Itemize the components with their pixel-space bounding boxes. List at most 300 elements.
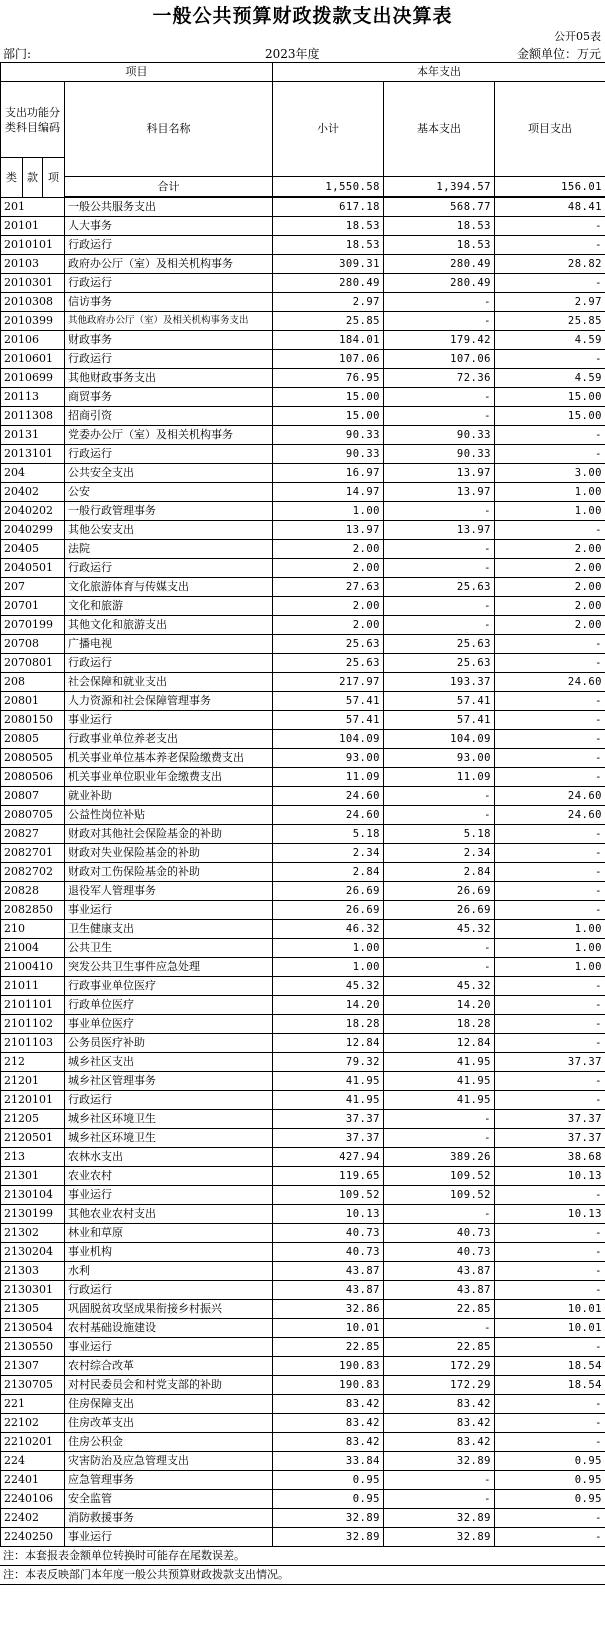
row-subtotal: 26.69 [273, 901, 384, 920]
row-subject-name: 行政运行 [65, 559, 273, 578]
row-basic: - [384, 1471, 495, 1490]
form-number: 公开05表 [554, 30, 601, 43]
row-subtotal: 617.18 [273, 198, 384, 217]
row-basic: - [384, 1110, 495, 1129]
row-code: 213 [1, 1148, 65, 1167]
table-row [1, 1091, 605, 1110]
row-subject-name: 公益性岗位补贴 [65, 806, 273, 825]
row-subtotal: 427.94 [273, 1148, 384, 1167]
row-project: 37.37 [495, 1129, 605, 1148]
row-basic: 2.34 [384, 844, 495, 863]
row-code: 2120101 [1, 1091, 65, 1110]
table-row [1, 692, 605, 711]
table-row [1, 863, 605, 882]
row-code: 221 [1, 1395, 65, 1414]
row-code: 20828 [1, 882, 65, 901]
row-code: 22401 [1, 1471, 65, 1490]
table-row [1, 1433, 605, 1452]
row-project: 25.85 [495, 312, 605, 331]
row-code: 2240106 [1, 1490, 65, 1509]
row-project: - [495, 825, 605, 844]
table-row [1, 1395, 605, 1414]
table-row [1, 1053, 605, 1072]
row-basic: 25.63 [384, 654, 495, 673]
row-basic: 45.32 [384, 920, 495, 939]
row-subtotal: 90.33 [273, 445, 384, 464]
row-basic: - [384, 312, 495, 331]
row-subtotal: 83.42 [273, 1414, 384, 1433]
row-project: 2.00 [495, 597, 605, 616]
table-row [1, 1034, 605, 1053]
row-code: 2080150 [1, 711, 65, 730]
table-row [1, 1243, 605, 1262]
note-scope: 注：本表反映部门本年度一般公共预算财政拨款支出情况。 [0, 1566, 605, 1585]
row-basic: 172.29 [384, 1357, 495, 1376]
row-subject-name: 事业运行 [65, 1528, 273, 1547]
row-basic: 93.00 [384, 749, 495, 768]
row-project: - [495, 1243, 605, 1262]
row-basic: 22.85 [384, 1338, 495, 1357]
row-subject-name: 行政事业单位养老支出 [65, 730, 273, 749]
table-row [1, 293, 605, 312]
row-code: 21011 [1, 977, 65, 996]
row-basic: 2.84 [384, 863, 495, 882]
row-basic: 193.37 [384, 673, 495, 692]
row-subject-name: 行政运行 [65, 654, 273, 673]
row-subtotal: 14.97 [273, 483, 384, 502]
row-project: - [495, 217, 605, 236]
row-code: 20106 [1, 331, 65, 350]
row-subject-name: 机关事业单位基本养老保险缴费支出 [65, 749, 273, 768]
row-basic: - [384, 806, 495, 825]
table-row [1, 198, 605, 217]
table-row [1, 255, 605, 274]
row-subtotal: 2.00 [273, 559, 384, 578]
row-code: 2130104 [1, 1186, 65, 1205]
row-project: 0.95 [495, 1490, 605, 1509]
row-subtotal: 217.97 [273, 673, 384, 692]
row-basic: 280.49 [384, 255, 495, 274]
row-code: 2040202 [1, 502, 65, 521]
row-basic: 32.89 [384, 1452, 495, 1471]
row-subtotal: 1.00 [273, 958, 384, 977]
row-subtotal: 32.89 [273, 1509, 384, 1528]
row-subject-name: 水利 [65, 1262, 273, 1281]
row-code: 22402 [1, 1509, 65, 1528]
row-subject-name: 财政事务 [65, 331, 273, 350]
row-project: - [495, 1281, 605, 1300]
row-basic: 57.41 [384, 692, 495, 711]
row-basic: 57.41 [384, 711, 495, 730]
row-subject-name: 事业运行 [65, 711, 273, 730]
table-row [1, 274, 605, 293]
row-project: - [495, 521, 605, 540]
row-subject-name: 事业运行 [65, 1338, 273, 1357]
row-subject-name: 住房公积金 [65, 1433, 273, 1452]
row-code: 2010101 [1, 236, 65, 255]
table-row [1, 578, 605, 597]
row-code: 2080506 [1, 768, 65, 787]
row-code: 2010308 [1, 293, 65, 312]
row-project: 28.82 [495, 255, 605, 274]
table-row [1, 825, 605, 844]
row-basic: 25.63 [384, 635, 495, 654]
row-project: - [495, 977, 605, 996]
table-row [1, 673, 605, 692]
row-code: 20101 [1, 217, 65, 236]
row-code: 201 [1, 198, 65, 217]
row-basic: 107.06 [384, 350, 495, 369]
row-subtotal: 40.73 [273, 1224, 384, 1243]
row-basic: 109.52 [384, 1186, 495, 1205]
row-code: 2130301 [1, 1281, 65, 1300]
row-subtotal: 32.89 [273, 1528, 384, 1547]
row-subtotal: 13.97 [273, 521, 384, 540]
row-code: 21307 [1, 1357, 65, 1376]
row-subtotal: 107.06 [273, 350, 384, 369]
table-row [1, 654, 605, 673]
row-code: 2010301 [1, 274, 65, 293]
row-basic: - [384, 1490, 495, 1509]
header-current-year: 本年支出 [273, 63, 605, 82]
row-code: 20708 [1, 635, 65, 654]
table-row [1, 768, 605, 787]
row-subtotal: 90.33 [273, 426, 384, 445]
row-subject-name: 住房保障支出 [65, 1395, 273, 1414]
row-subject-name: 人大事务 [65, 217, 273, 236]
row-subject-name: 其他农业农村支出 [65, 1205, 273, 1224]
row-subject-name: 退役军人管理事务 [65, 882, 273, 901]
row-project: 4.59 [495, 369, 605, 388]
row-project: - [495, 901, 605, 920]
row-subject-name: 应急管理事务 [65, 1471, 273, 1490]
row-subject-name: 社会保障和就业支出 [65, 673, 273, 692]
table-row [1, 312, 605, 331]
row-basic: 32.89 [384, 1509, 495, 1528]
row-project: 1.00 [495, 958, 605, 977]
table-row [1, 1015, 605, 1034]
row-code: 212 [1, 1053, 65, 1072]
row-subject-name: 消防救援事务 [65, 1509, 273, 1528]
table-row [1, 806, 605, 825]
row-basic: - [384, 597, 495, 616]
table-row [1, 1205, 605, 1224]
row-project: - [495, 445, 605, 464]
row-subject-name: 城乡社区管理事务 [65, 1072, 273, 1091]
row-subject-name: 事业单位医疗 [65, 1015, 273, 1034]
header-subtotal: 小计 [273, 82, 384, 177]
row-code: 208 [1, 673, 65, 692]
row-subtotal: 83.42 [273, 1433, 384, 1452]
row-project: 10.13 [495, 1167, 605, 1186]
row-subject-name: 其他公安支出 [65, 521, 273, 540]
row-basic: 25.63 [384, 578, 495, 597]
notes-section [0, 1547, 605, 1585]
row-basic: - [384, 616, 495, 635]
row-basic: 109.52 [384, 1167, 495, 1186]
row-subject-name: 公共卫生 [65, 939, 273, 958]
row-subtotal: 119.65 [273, 1167, 384, 1186]
row-subject-name: 商贸事务 [65, 388, 273, 407]
row-basic: 41.95 [384, 1091, 495, 1110]
table-row [1, 597, 605, 616]
row-subject-name: 农业农村 [65, 1167, 273, 1186]
header-lei: 类 [1, 158, 23, 198]
row-code: 2101103 [1, 1034, 65, 1053]
row-project: - [495, 1186, 605, 1205]
row-code: 2080505 [1, 749, 65, 768]
row-basic: 83.42 [384, 1395, 495, 1414]
row-code: 2040501 [1, 559, 65, 578]
row-subtotal: 25.63 [273, 654, 384, 673]
row-basic: 14.20 [384, 996, 495, 1015]
row-project: - [495, 426, 605, 445]
row-project: 4.59 [495, 331, 605, 350]
row-subtotal: 40.73 [273, 1243, 384, 1262]
row-subtotal: 2.34 [273, 844, 384, 863]
row-subject-name: 招商引资 [65, 407, 273, 426]
row-basic: - [384, 939, 495, 958]
row-project: 15.00 [495, 407, 605, 426]
note-rounding: 注：本套报表金额单位转换时可能存在尾数误差。 [0, 1547, 605, 1566]
row-project: 1.00 [495, 939, 605, 958]
row-subtotal: 10.01 [273, 1319, 384, 1338]
table-row [1, 407, 605, 426]
row-project: - [495, 654, 605, 673]
row-project: - [495, 1224, 605, 1243]
row-basic: - [384, 540, 495, 559]
row-code: 2013101 [1, 445, 65, 464]
row-subject-name: 财政对其他社会保险基金的补助 [65, 825, 273, 844]
row-subtotal: 5.18 [273, 825, 384, 844]
row-code: 2040299 [1, 521, 65, 540]
row-subtotal: 22.85 [273, 1338, 384, 1357]
row-subtotal: 18.28 [273, 1015, 384, 1034]
table-row [1, 730, 605, 749]
row-subject-name: 其他文化和旅游支出 [65, 616, 273, 635]
table-row [1, 1414, 605, 1433]
row-basic: 18.53 [384, 236, 495, 255]
row-subject-name: 行政运行 [65, 1091, 273, 1110]
table-row [1, 369, 605, 388]
row-subtotal: 46.32 [273, 920, 384, 939]
row-subject-name: 财政对工伤保险基金的补助 [65, 863, 273, 882]
table-row [1, 559, 605, 578]
row-subject-name: 行政运行 [65, 236, 273, 255]
row-project: - [495, 996, 605, 1015]
row-subject-name: 行政运行 [65, 445, 273, 464]
total-label: 合计 [65, 177, 273, 196]
table-row [1, 217, 605, 236]
row-code: 21004 [1, 939, 65, 958]
row-subtotal: 2.00 [273, 540, 384, 559]
row-subject-name: 事业运行 [65, 1186, 273, 1205]
row-subject-name: 对村民委员会和村党支部的补助 [65, 1376, 273, 1395]
table-row [1, 1300, 605, 1319]
row-subtotal: 33.84 [273, 1452, 384, 1471]
row-code: 20131 [1, 426, 65, 445]
row-subtotal: 45.32 [273, 977, 384, 996]
row-code: 2130550 [1, 1338, 65, 1357]
row-subtotal: 26.69 [273, 882, 384, 901]
row-code: 20405 [1, 540, 65, 559]
row-project: 2.00 [495, 540, 605, 559]
row-project: 1.00 [495, 483, 605, 502]
row-basic: 172.29 [384, 1376, 495, 1395]
row-subtotal: 16.97 [273, 464, 384, 483]
row-project: - [495, 1338, 605, 1357]
row-subject-name: 卫生健康支出 [65, 920, 273, 939]
row-subject-name: 农林水支出 [65, 1148, 273, 1167]
row-code: 21305 [1, 1300, 65, 1319]
total-project: 156.01 [495, 177, 605, 196]
row-subject-name: 党委办公厅（室）及相关机构事务 [65, 426, 273, 445]
row-code: 2240250 [1, 1528, 65, 1547]
table-row [1, 445, 605, 464]
row-basic: - [384, 1205, 495, 1224]
row-subject-name: 文化和旅游 [65, 597, 273, 616]
row-basic: 104.09 [384, 730, 495, 749]
table-row [1, 1490, 605, 1509]
row-basic: 18.53 [384, 217, 495, 236]
row-subject-name: 城乡社区环境卫生 [65, 1110, 273, 1129]
row-project: - [495, 1262, 605, 1281]
row-code: 20701 [1, 597, 65, 616]
row-subtotal: 25.63 [273, 635, 384, 654]
row-subtotal: 190.83 [273, 1376, 384, 1395]
row-subject-name: 事业机构 [65, 1243, 273, 1262]
row-project: - [495, 1015, 605, 1034]
row-subject-name: 城乡社区支出 [65, 1053, 273, 1072]
row-basic: 389.26 [384, 1148, 495, 1167]
row-basic: - [384, 958, 495, 977]
row-project: 2.97 [495, 293, 605, 312]
header-project-expenditure: 项目支出 [495, 82, 605, 177]
row-subtotal: 37.37 [273, 1129, 384, 1148]
row-code: 2130199 [1, 1205, 65, 1224]
row-subject-name: 住房改革支出 [65, 1414, 273, 1433]
table-row [1, 1528, 605, 1547]
total-basic: 1,394.57 [384, 177, 495, 196]
row-subject-name: 巩固脱贫攻坚成果衔接乡村振兴 [65, 1300, 273, 1319]
report-title: 一般公共预算财政拨款支出决算表 [152, 5, 453, 27]
row-basic: 83.42 [384, 1433, 495, 1452]
table-row [1, 1110, 605, 1129]
header-xiang: 项 [43, 158, 65, 198]
row-code: 21303 [1, 1262, 65, 1281]
row-basic: 72.36 [384, 369, 495, 388]
table-row [1, 426, 605, 445]
table-row [1, 388, 605, 407]
row-code: 22102 [1, 1414, 65, 1433]
row-subtotal: 41.95 [273, 1091, 384, 1110]
row-subject-name: 农村综合改革 [65, 1357, 273, 1376]
row-subtotal: 83.42 [273, 1395, 384, 1414]
row-project: 2.00 [495, 616, 605, 635]
row-code: 2082701 [1, 844, 65, 863]
row-basic: - [384, 787, 495, 806]
row-basic: 90.33 [384, 445, 495, 464]
row-project: - [495, 692, 605, 711]
table-row [1, 331, 605, 350]
row-project: - [495, 1528, 605, 1547]
row-code: 2070801 [1, 654, 65, 673]
row-code: 20801 [1, 692, 65, 711]
table-row [1, 787, 605, 806]
expenditure-table [0, 62, 605, 1547]
department-label: 部门: [3, 47, 32, 61]
header-function-code: 支出功能分类科目编码 [1, 82, 65, 158]
row-basic: 5.18 [384, 825, 495, 844]
fiscal-year: 2023年度 [265, 47, 320, 61]
row-subtotal: 27.63 [273, 578, 384, 597]
row-project: 10.13 [495, 1205, 605, 1224]
table-row [1, 882, 605, 901]
row-basic: 11.09 [384, 768, 495, 787]
row-code: 2101101 [1, 996, 65, 1015]
table-row [1, 464, 605, 483]
row-subtotal: 1.00 [273, 502, 384, 521]
row-code: 20805 [1, 730, 65, 749]
row-project: - [495, 730, 605, 749]
row-project: - [495, 749, 605, 768]
row-project: - [495, 350, 605, 369]
row-subtotal: 18.53 [273, 236, 384, 255]
row-project: 0.95 [495, 1452, 605, 1471]
row-project: - [495, 1509, 605, 1528]
row-subject-name: 法院 [65, 540, 273, 559]
row-project: 24.60 [495, 787, 605, 806]
row-subject-name: 财政对失业保险基金的补助 [65, 844, 273, 863]
row-project: 2.00 [495, 559, 605, 578]
table-row [1, 1471, 605, 1490]
row-code: 2010399 [1, 312, 65, 331]
table-row [1, 1452, 605, 1471]
row-code: 20113 [1, 388, 65, 407]
header-basic-expenditure: 基本支出 [384, 82, 495, 177]
row-basic: 83.42 [384, 1414, 495, 1433]
table-row [1, 1376, 605, 1395]
row-code: 224 [1, 1452, 65, 1471]
row-project: - [495, 1414, 605, 1433]
row-code: 207 [1, 578, 65, 597]
row-code: 21302 [1, 1224, 65, 1243]
row-project: - [495, 1072, 605, 1091]
row-code: 20103 [1, 255, 65, 274]
table-row [1, 939, 605, 958]
row-project: - [495, 1091, 605, 1110]
row-basic: 40.73 [384, 1224, 495, 1243]
row-project: 2.00 [495, 578, 605, 597]
row-subtotal: 1.00 [273, 939, 384, 958]
row-subject-name: 公安 [65, 483, 273, 502]
row-subtotal: 0.95 [273, 1490, 384, 1509]
row-basic: 13.97 [384, 521, 495, 540]
row-subtotal: 24.60 [273, 806, 384, 825]
row-code: 2010601 [1, 350, 65, 369]
row-subtotal: 14.20 [273, 996, 384, 1015]
row-subtotal: 104.09 [273, 730, 384, 749]
row-subject-name: 行政事业单位医疗 [65, 977, 273, 996]
row-subtotal: 25.85 [273, 312, 384, 331]
row-code: 2010699 [1, 369, 65, 388]
row-code: 2082850 [1, 901, 65, 920]
row-subtotal: 109.52 [273, 1186, 384, 1205]
row-subject-name: 事业运行 [65, 901, 273, 920]
row-code: 2130204 [1, 1243, 65, 1262]
row-basic: 90.33 [384, 426, 495, 445]
header-subject-name: 科目名称 [65, 82, 273, 177]
